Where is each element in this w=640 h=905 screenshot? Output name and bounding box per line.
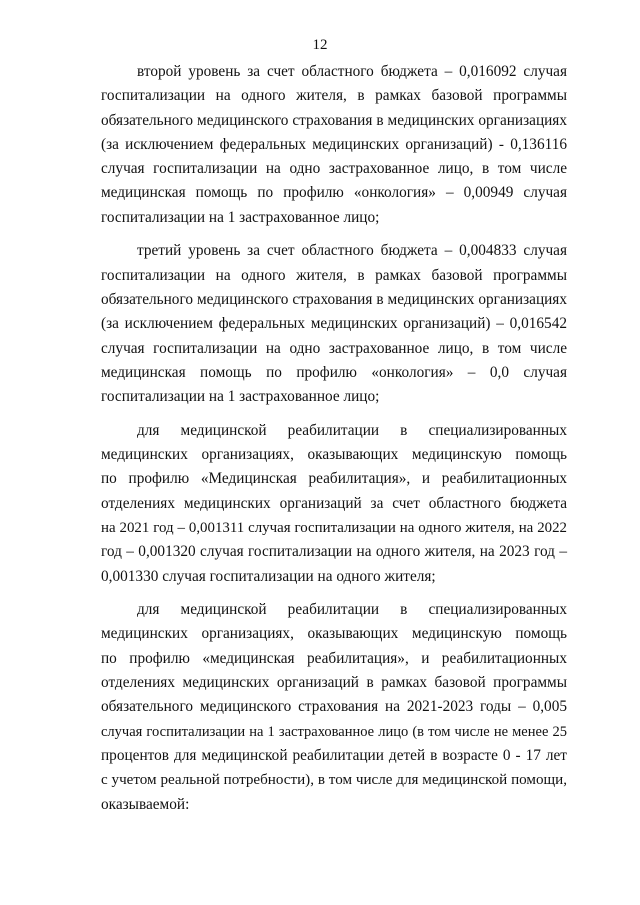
text-line: обязательного медицинского страхования в медицинских организациях — [101, 111, 567, 129]
text-line: (за исключением федеральных медицинских организаций) – 0,016542 — [101, 315, 567, 333]
text-line: случая госпитализации на одно застрахованное лицо, в том числе — [101, 160, 567, 178]
text-line: на 2021 год – 0,001311 случая госпитализации на одного жителя, на 2022 — [101, 519, 567, 536]
text-line: для медицинской реабилитации в специализированных — [137, 601, 567, 619]
text-line: медицинская помощь по профилю «онкология» – 0,0 случая — [101, 363, 567, 381]
text-line: госпитализации на одного жителя, в рамках базовой программы — [101, 266, 567, 284]
text-line: процентов для медицинской реабилитации детей в возрасте 0 - 17 лет — [101, 746, 567, 764]
text-line: госпитализации на 1 застрахованное лицо; — [101, 208, 380, 226]
text-line: обязательного медицинского страхования на 2021-2023 годы – 0,005 — [101, 698, 567, 716]
text-line: с учетом реальной потребности), в том числе для медицинской помощи, — [101, 772, 567, 789]
text-line: год – 0,001320 случая госпитализации на одного жителя, на 2023 год – — [101, 543, 567, 561]
paragraph-3 — [101, 419, 567, 589]
text-line: оказываемой: — [101, 795, 190, 813]
paragraph-2 — [101, 239, 567, 409]
body-text — [101, 60, 567, 826]
text-line: 0,001330 случая госпитализации на одного жителя; — [101, 567, 436, 585]
text-line: обязательного медицинского страхования в медицинских организациях — [101, 290, 567, 308]
text-line: (за исключением федеральных медицинских организаций) - 0,136116 — [101, 135, 567, 153]
text-line: госпитализации на 1 застрахованное лицо; — [101, 388, 380, 406]
text-line: по профилю «медицинская реабилитация», и реабилитационных — [101, 649, 567, 667]
text-line: медицинских организациях, оказывающих медицинскую помощь — [101, 446, 567, 464]
text-line: по профилю «Медицинская реабилитация», и реабилитационных — [101, 470, 567, 488]
text-line: отделениях медицинских организаций в рамках базовой программы — [101, 674, 567, 692]
paragraph-4 — [101, 598, 567, 817]
text-line: медицинская помощь по профилю «онкология» – 0,00949 случая — [101, 184, 567, 202]
text-line: случая госпитализации на одно застрахованное лицо, в том числе — [101, 339, 567, 357]
text-line: госпитализации на одного жителя, в рамках базовой программы — [101, 87, 567, 105]
text-line: медицинских организациях, оказывающих медицинскую помощь — [101, 625, 567, 643]
text-line: отделениях медицинских организаций за счет областного бюджета — [101, 494, 567, 512]
text-line: случая госпитализации на 1 застрахованное лицо (в том числе не менее 25 — [101, 723, 567, 740]
text-line: для медицинской реабилитации в специализированных — [137, 421, 567, 439]
paragraph-1 — [101, 60, 567, 230]
text-line: третий уровень за счет областного бюджета – 0,004833 случая — [137, 242, 567, 260]
text-line: второй уровень за счет областного бюджета – 0,016092 случая — [137, 63, 567, 80]
page-number: 12 — [312, 37, 328, 53]
